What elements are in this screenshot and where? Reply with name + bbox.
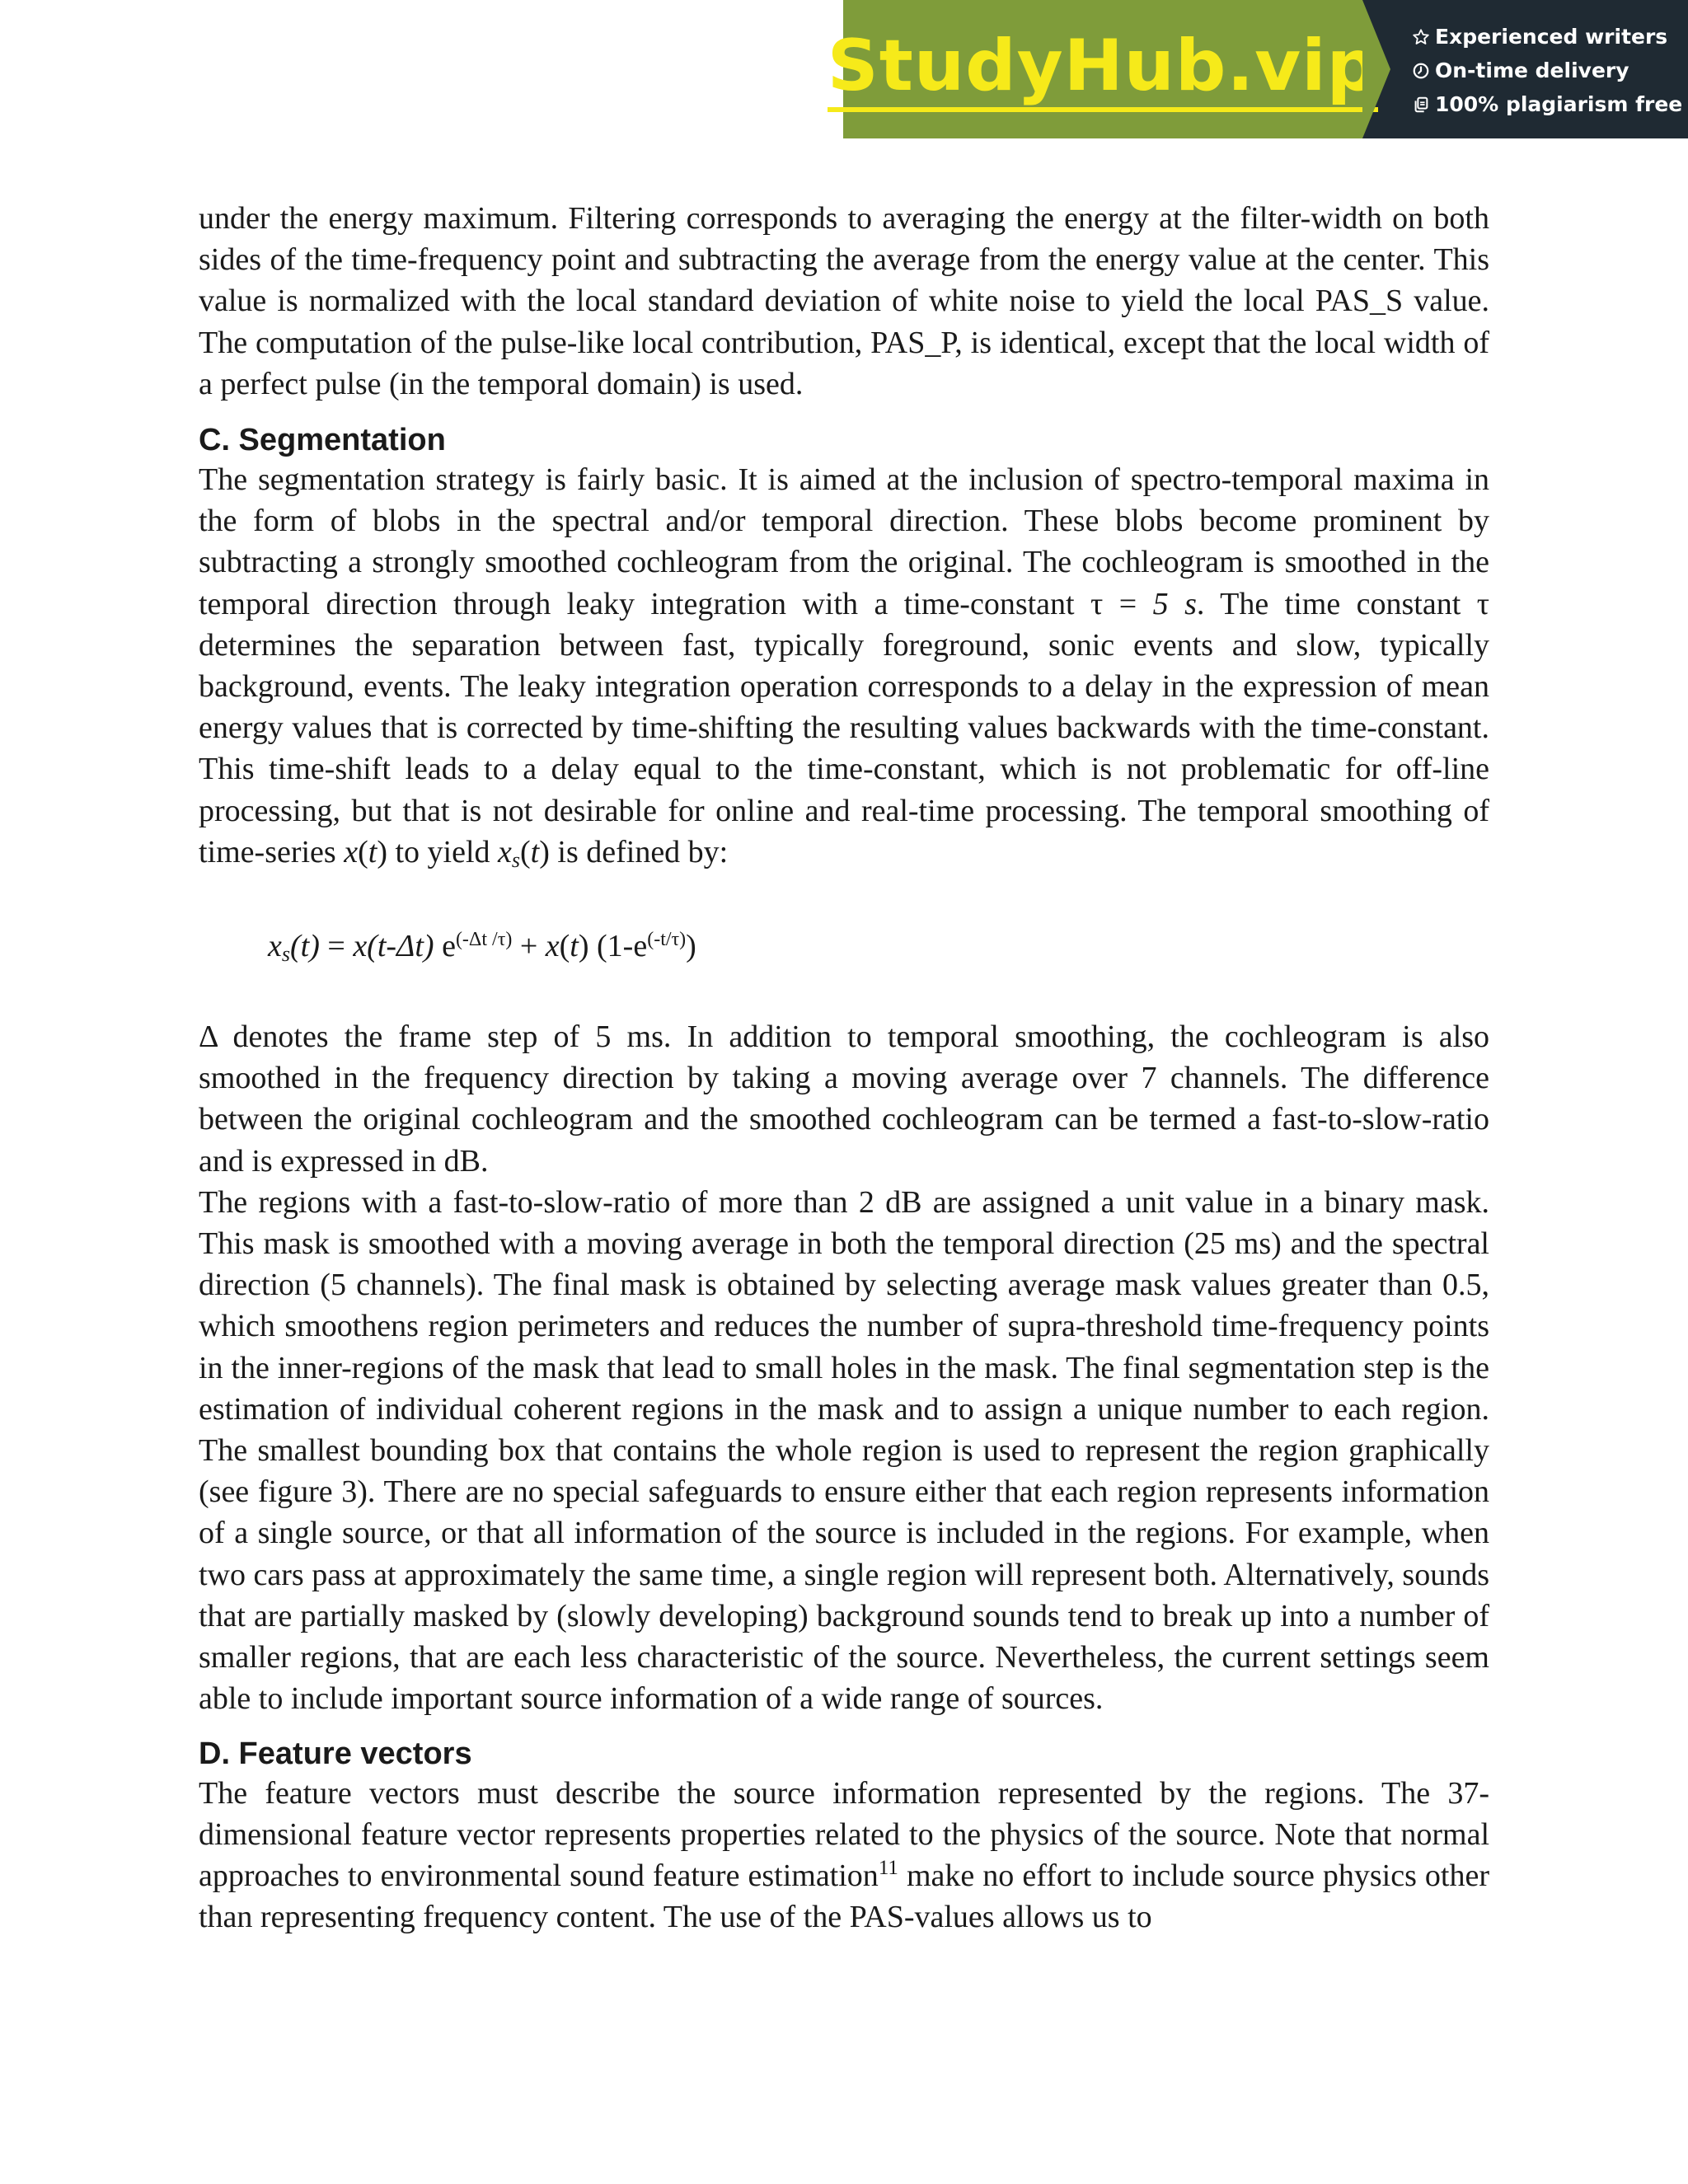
eq-lhs-x: x	[268, 929, 282, 964]
eq-equals: =	[319, 929, 354, 964]
clock-icon	[1412, 62, 1430, 80]
text-run: make no effort to include source physics other than representing frequency content. The use of the PAS-values allows us to	[199, 1858, 1490, 1935]
reference-superscript: 11	[878, 1856, 898, 1879]
text-run: The feature vectors must describe the source information represented by the regions. The 37-dimensional feature vector represents properties related to the physics of the source. Note that normal approaches to environmental sound feature estimation	[199, 1775, 1489, 1893]
copy-icon	[1412, 96, 1430, 114]
feature-label: 100% plagiarism free	[1435, 92, 1683, 116]
eq-exponent-2: (-t/τ)	[647, 929, 687, 951]
feature-label: On-time delivery	[1435, 59, 1629, 82]
var-s-subscript: s	[511, 847, 521, 872]
feature-label: Experienced writers	[1435, 25, 1668, 49]
text-run: . The time constant τ determines the separation between fast, typically foreground, sonic events and slow, typically background, events. The leaky integration operation corresponds to a delay in the expression of mean energy values that is corrected by time-shifting the resulting values backwards with the time-constant. This time-shift leads to a delay equal to the time-constant, which is not problematic for off-line processing, but that is not desirable for online and real-time processing. The temporal smoothing of time-series	[199, 586, 1489, 869]
feature-item	[1412, 20, 1688, 54]
star-icon	[1412, 28, 1430, 46]
page-content	[199, 198, 1489, 1938]
paragraph-segmentation: The segmentation strategy is fairly basic. It is aimed at the inclusion of spectro-temporal maxima in the form of blobs in the spectral and/or temporal direction. These blobs become prominent by subtracting a strongly smoothed cochleogram from the original. The cochleogram is smoothed in the temporal direction through leaky integration with a time-constant τ = 5 s. The time constant τ determines the separation between fast, typically foreground, sonic events and slow, typically background, events. The leaky integration operation corresponds to a delay in the expression of mean energy values that is corrected by time-shifting the resulting values backwards with the time-constant. This time-shift leads to a delay equal to the time-constant, which is not problematic for off-line processing, but that is not desirable for online and real-time processing. The temporal smoothing of time-series x(t) to yield $x_s(t)$ is defined by:	[199, 462, 1489, 872]
eq-exponent-1: (-Δt /τ)	[455, 929, 513, 951]
eq-term1: x(t-Δt)	[353, 929, 434, 964]
ad-banner[interactable]	[827, 0, 1688, 138]
eq-lhs-sub: s	[281, 942, 290, 967]
paragraph-mask: The regions with a fast-to-slow-ratio of more than 2 dB are assigned a unit value in a binary mask. This mask is smoothed with a moving average in both the temporal direction (25 ms) and the spectral direction (5 channels). The final mask is obtained by selecting average mask values greater than 0.5, which smoothens region perimeters and reduces the number of supra-threshold time-frequency points in the inner-regions of the mask that lead to small holes in the mask. The final segmentation step is the estimation of individual coherent regions in the mask and to assign a unique number to each region. The smallest bounding box that contains the whole region is used to represent the region graphically (see figure 3). There are no special safeguards to ensure either that each region represents information of a single source, or that all information of the source is included in the regions. For example, when two cars pass at approximately the same time, a single region will represent both. Alternatively, sounds that are partially masked by (slowly developing) background sounds tend to break up into a number of smaller regions, that are each less characteristic of the source. Nevertheless, the current settings seem able to include important source information of a wide range of sources.	[199, 1184, 1489, 1717]
eq-e: e	[434, 929, 456, 964]
text-run: to yield	[387, 834, 499, 869]
paragraph-pas: under the energy maximum. Filtering corresponds to averaging the energy at the filter-width on both sides of the time-frequency point and subtracting the average from the energy value at the center. This value is normalized with the local standard deviation of white noise to yield the local PAS_S value. The computation of the pulse-like local contribution, PAS_P, is identical, except that the local width of a perfect pulse (in the temporal domain) is used.	[199, 201, 1489, 401]
heading-segmentation: C. Segmentation	[199, 423, 446, 458]
smoothing-equation: $x_s(t) = x(t-\Delta t) e^{(-\Delta t /\tau)} + x(t)$ $(1-e^{(-t/\tau)})$	[268, 929, 696, 967]
paragraph-frame-step: Δ denotes the frame step of 5 ms. In addition to temporal smoothing, the cochleogram is also smoothed in the frequency direction by taking a moving average over 7 channels. The difference between the original cochleogram and the smoothed cochleogram can be termed a fast-to-slow-ratio and is expressed in dB.	[199, 1019, 1489, 1179]
eq-term2-rest: (1-e	[588, 929, 648, 964]
eq-term2-arg: t	[570, 929, 579, 964]
eq-term2-x: x	[545, 929, 560, 964]
tau-value: 5 s	[1152, 586, 1197, 621]
var-t: t	[530, 834, 540, 869]
eq-close: )	[686, 929, 696, 964]
brand-logo[interactable]: StudyHub.vip	[828, 26, 1378, 112]
eq-lhs-arg: (t)	[290, 929, 320, 964]
text-run: The segmentation strategy is fairly basic. It is aimed at the inclusion of spectro-temporal maxima in the form of blobs in the spectral and/or temporal direction. These blobs become prominent by subtracting a strongly smoothed cochleogram from the original. The cochleogram is smoothed in the temporal direction through leaky integration with a time-constant τ =	[199, 462, 1489, 621]
var-xs: x	[498, 834, 512, 869]
paragraph-feature-vectors	[199, 1773, 1489, 1938]
text-run: is defined by:	[549, 834, 729, 869]
feature-item	[1412, 87, 1688, 121]
var-x: x	[344, 834, 359, 869]
heading-feature-vectors: D. Feature vectors	[199, 1736, 472, 1771]
feature-item	[1412, 54, 1688, 87]
feature-list	[1362, 0, 1688, 138]
var-t: t	[368, 834, 377, 869]
eq-plus: +	[512, 929, 546, 964]
brand-block[interactable]	[827, 0, 1379, 138]
